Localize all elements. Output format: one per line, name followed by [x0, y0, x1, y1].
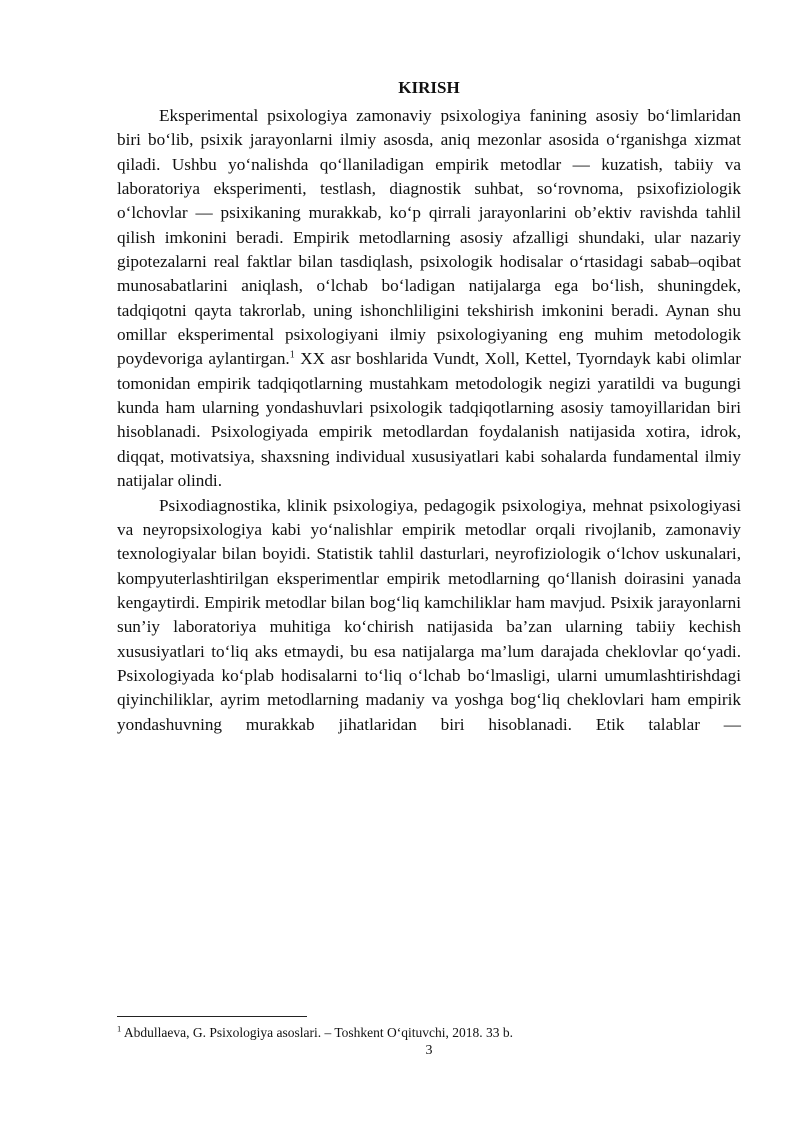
footnote-reference: 1 [289, 349, 295, 361]
footnote-separator [117, 1016, 307, 1017]
section-title: KIRISH [398, 78, 460, 97]
footnote [117, 1024, 741, 1042]
body-text [117, 104, 741, 737]
paragraph-2: Psixodiagnostika, klinik psixologiya, pedagogik psixologiya, mehnat psixologiyasi va neyropsixologiya kabi yo‘nalishlar empirik metodlar orqali rivojlanib, zamonaviy texnologiyalar bilan boyidi. Statistik tahlil dasturlari, neyrofiziologik o‘lchov uskunalari, kompyuterlashtirilgan eksperimentlar empirik metodlarning qo‘llanish doirasini yanada kengaytirdi. Empirik metodlar bilan bog‘liq kamchiliklar ham mavjud. Psixik jarayonlarni sun’iy laboratoriya muhitiga ko‘chirish natijasida ba’zan ularning tabiiy kechish xususiyatlari to‘liq aks etmaydi, bu esa natijalarga ma’lum darajada cheklovlar qo‘yadi. Psixologiyada ko‘plab hodisalarni to‘liq o‘lchab bo‘lmasligi, ularni umumlashtirishdagi qiyinchiliklar, ayrim metodlarning madaniy va yoshga bog‘liq cheklovlari ham empirik yondashuvning murakkab jihatlaridan biri hisoblanadi. Etik talablar — [117, 495, 741, 734]
page-number: 3 [425, 1043, 433, 1058]
footnote-number: 1 [117, 1023, 122, 1034]
paragraph-1 [117, 104, 741, 494]
paragraph-1-text-part-2: XX asr boshlarida Vundt, Xoll, Kettel, Tyorndayk kabi olimlar tomonidan empirik tadqiqotlarning mustahkam metodologik negizi yaratildi va bugungi kunda ham ularning yondashuvlari psixologik tadqiqotlarning asosiy tamoyillaridan biri hisoblanadi. Psixologiyada empirik metodlardan foydalanish natijasida xotira, idrok, diqqat, motivatsiya, shaxsning individual xususiyatlari kabi sohalarda fundamental ilmiy natijalar olindi. [117, 349, 741, 491]
footnote-text: Abdullaeva, G. Psixologiya asoslari. – Toshkent O‘qituvchi, 2018. 33 b. [121, 1025, 514, 1040]
paragraph-1-text-part-1: Eksperimental psixologiya zamonaviy psixologiya fanining asosiy bo‘limlaridan biri bo‘lib, psixik jarayonlarni ilmiy asosda, aniq mezonlar asosida o‘rganishga xizmat qiladi. Ushbu yo‘nalishda qo‘llaniladigan empirik metodlar — kuzatish, tabiiy va laboratoriya eksperimenti, testlash, diagnostik suhbat, so‘rovnoma, psixofiziologik o‘lchovlar — psixikaning murakkab, ko‘p qirrali jarayonlarini ob’ektiv ravishda tahlil qilish imkonini beradi. Empirik metodlarning asosiy afzalligi shundaki, ular nazariy gipotezalarni real faktlar bilan tasdiqlash, psixologik hodisalar o‘rtasidagi sabab–oqibat munosabatlarini aniqlash, o‘lchab bo‘ladigan natijalarga ega bo‘lish, shuningdek, tadqiqotni qayta takrorlab, uning ishonchliligini tekshirish imkonini beradi. Aynan shu omillar eksperimental psixologiyani ilmiy psixologiyaning eng muhim metodologik poydevoriga aylantirgan. [117, 106, 741, 369]
